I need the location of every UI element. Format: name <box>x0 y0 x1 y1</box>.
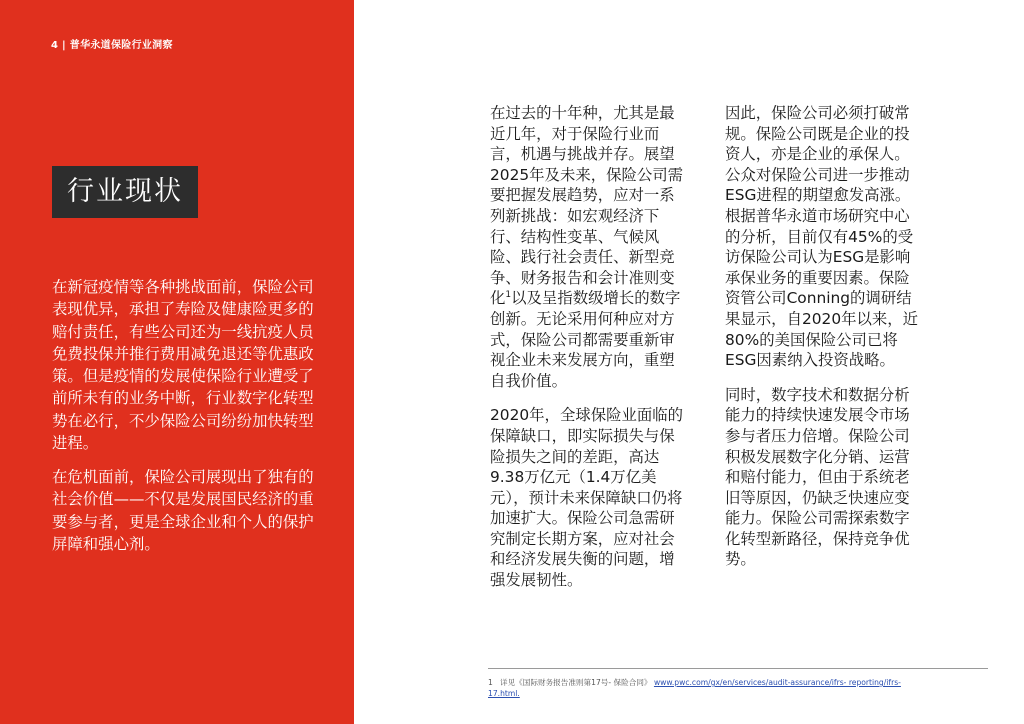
text-column-2 <box>725 103 921 584</box>
text-column-1 <box>490 103 686 605</box>
footnote-marker[interactable]: 1 <box>505 290 512 301</box>
footnote <box>488 678 928 699</box>
intro-paragraph-2: 在危机面前，保险公司展现出了独有的社会价值——不仅是发展国民经济的重要参与者，更是全球企业和个人的保护屏障和强心剂。 <box>52 468 314 553</box>
red-sidebar-panel <box>0 0 354 724</box>
column-1-paragraph-1 <box>490 103 686 391</box>
intro-paragraph-1: 在新冠疫情等各种挑战面前，保险公司表现优异，承担了寿险及健康险更多的赔付责任，有些公司还为一线抗疫人员免费投保并推行费用减免退还等优惠政策。但是疫情的发展使保险行业遭受了前所未有的业务中断，行业数字化转型势在必行，不少保险公司纷纷加快转型进程。 <box>52 278 314 453</box>
section-title: 行业现状 <box>52 166 198 218</box>
column-1-paragraph-1-text-a: 在过去的十年种，尤其是最近几年，对于保险行业而言，机遇与挑战并存。展望2025年及未来，保险公司需要把握发展趋势，应对一系列新挑战：如宏观经济下行、结构性变革、气候风险、践行社会责任、新型竞争、财务报告和会计准则变化 <box>490 104 684 308</box>
footnote-text: 详见《国际财务报告准则第17号- 保险合同》 <box>500 678 652 687</box>
column-2-paragraph-2: 同时，数字技术和数据分析能力的持续快速发展令市场参与者压力倍增。保险公司积极发展数字化分销、运营和赔付能力，但由于系统老旧等原因，仍缺乏快速应变能力。保险公司需探索数字化转型新路径，保持竞争优势。 <box>725 385 910 569</box>
footnote-number: 1 <box>488 678 493 687</box>
footnote-divider <box>488 668 988 669</box>
column-2-paragraph-1: 因此，保险公司必须打破常规。保险公司既是企业的投资人，亦是企业的承保人。公众对保险公司进一步推动ESG进程的期望愈发高涨。根据普华永道市场研究中心的分析，目前仅有45%的受访保险公司认为ESG是影响承保业务的重要因素。保险资管公司Conning的调研结果显示，自2020年以来，近80%的美国保险公司已将ESG因素纳入投资战略。 <box>725 104 919 370</box>
page-header: 4 | 普华永道保险行业洞察 <box>51 40 173 51</box>
footnote-link[interactable]: www.pwc.com/gx/en/services/audit-assurance/ifrs- reporting/ifrs-17.html. <box>488 678 901 698</box>
column-1-paragraph-2: 2020年，全球保险业面临的保障缺口，即实际损失与保险损失之间的差距，高达9.38万亿元（1.4万亿美元），预计未来保障缺口仍将加速扩大。保险公司急需研究制定长期方案，应对社会和经济发展失衡的问题，增强发展韧性。 <box>490 406 684 590</box>
column-1-paragraph-1-text-b: 以及呈指数级增长的数字创新。无论采用何种应对方式，保险公司都需要重新审视企业未来发展方向，重塑自我价值。 <box>490 289 681 390</box>
